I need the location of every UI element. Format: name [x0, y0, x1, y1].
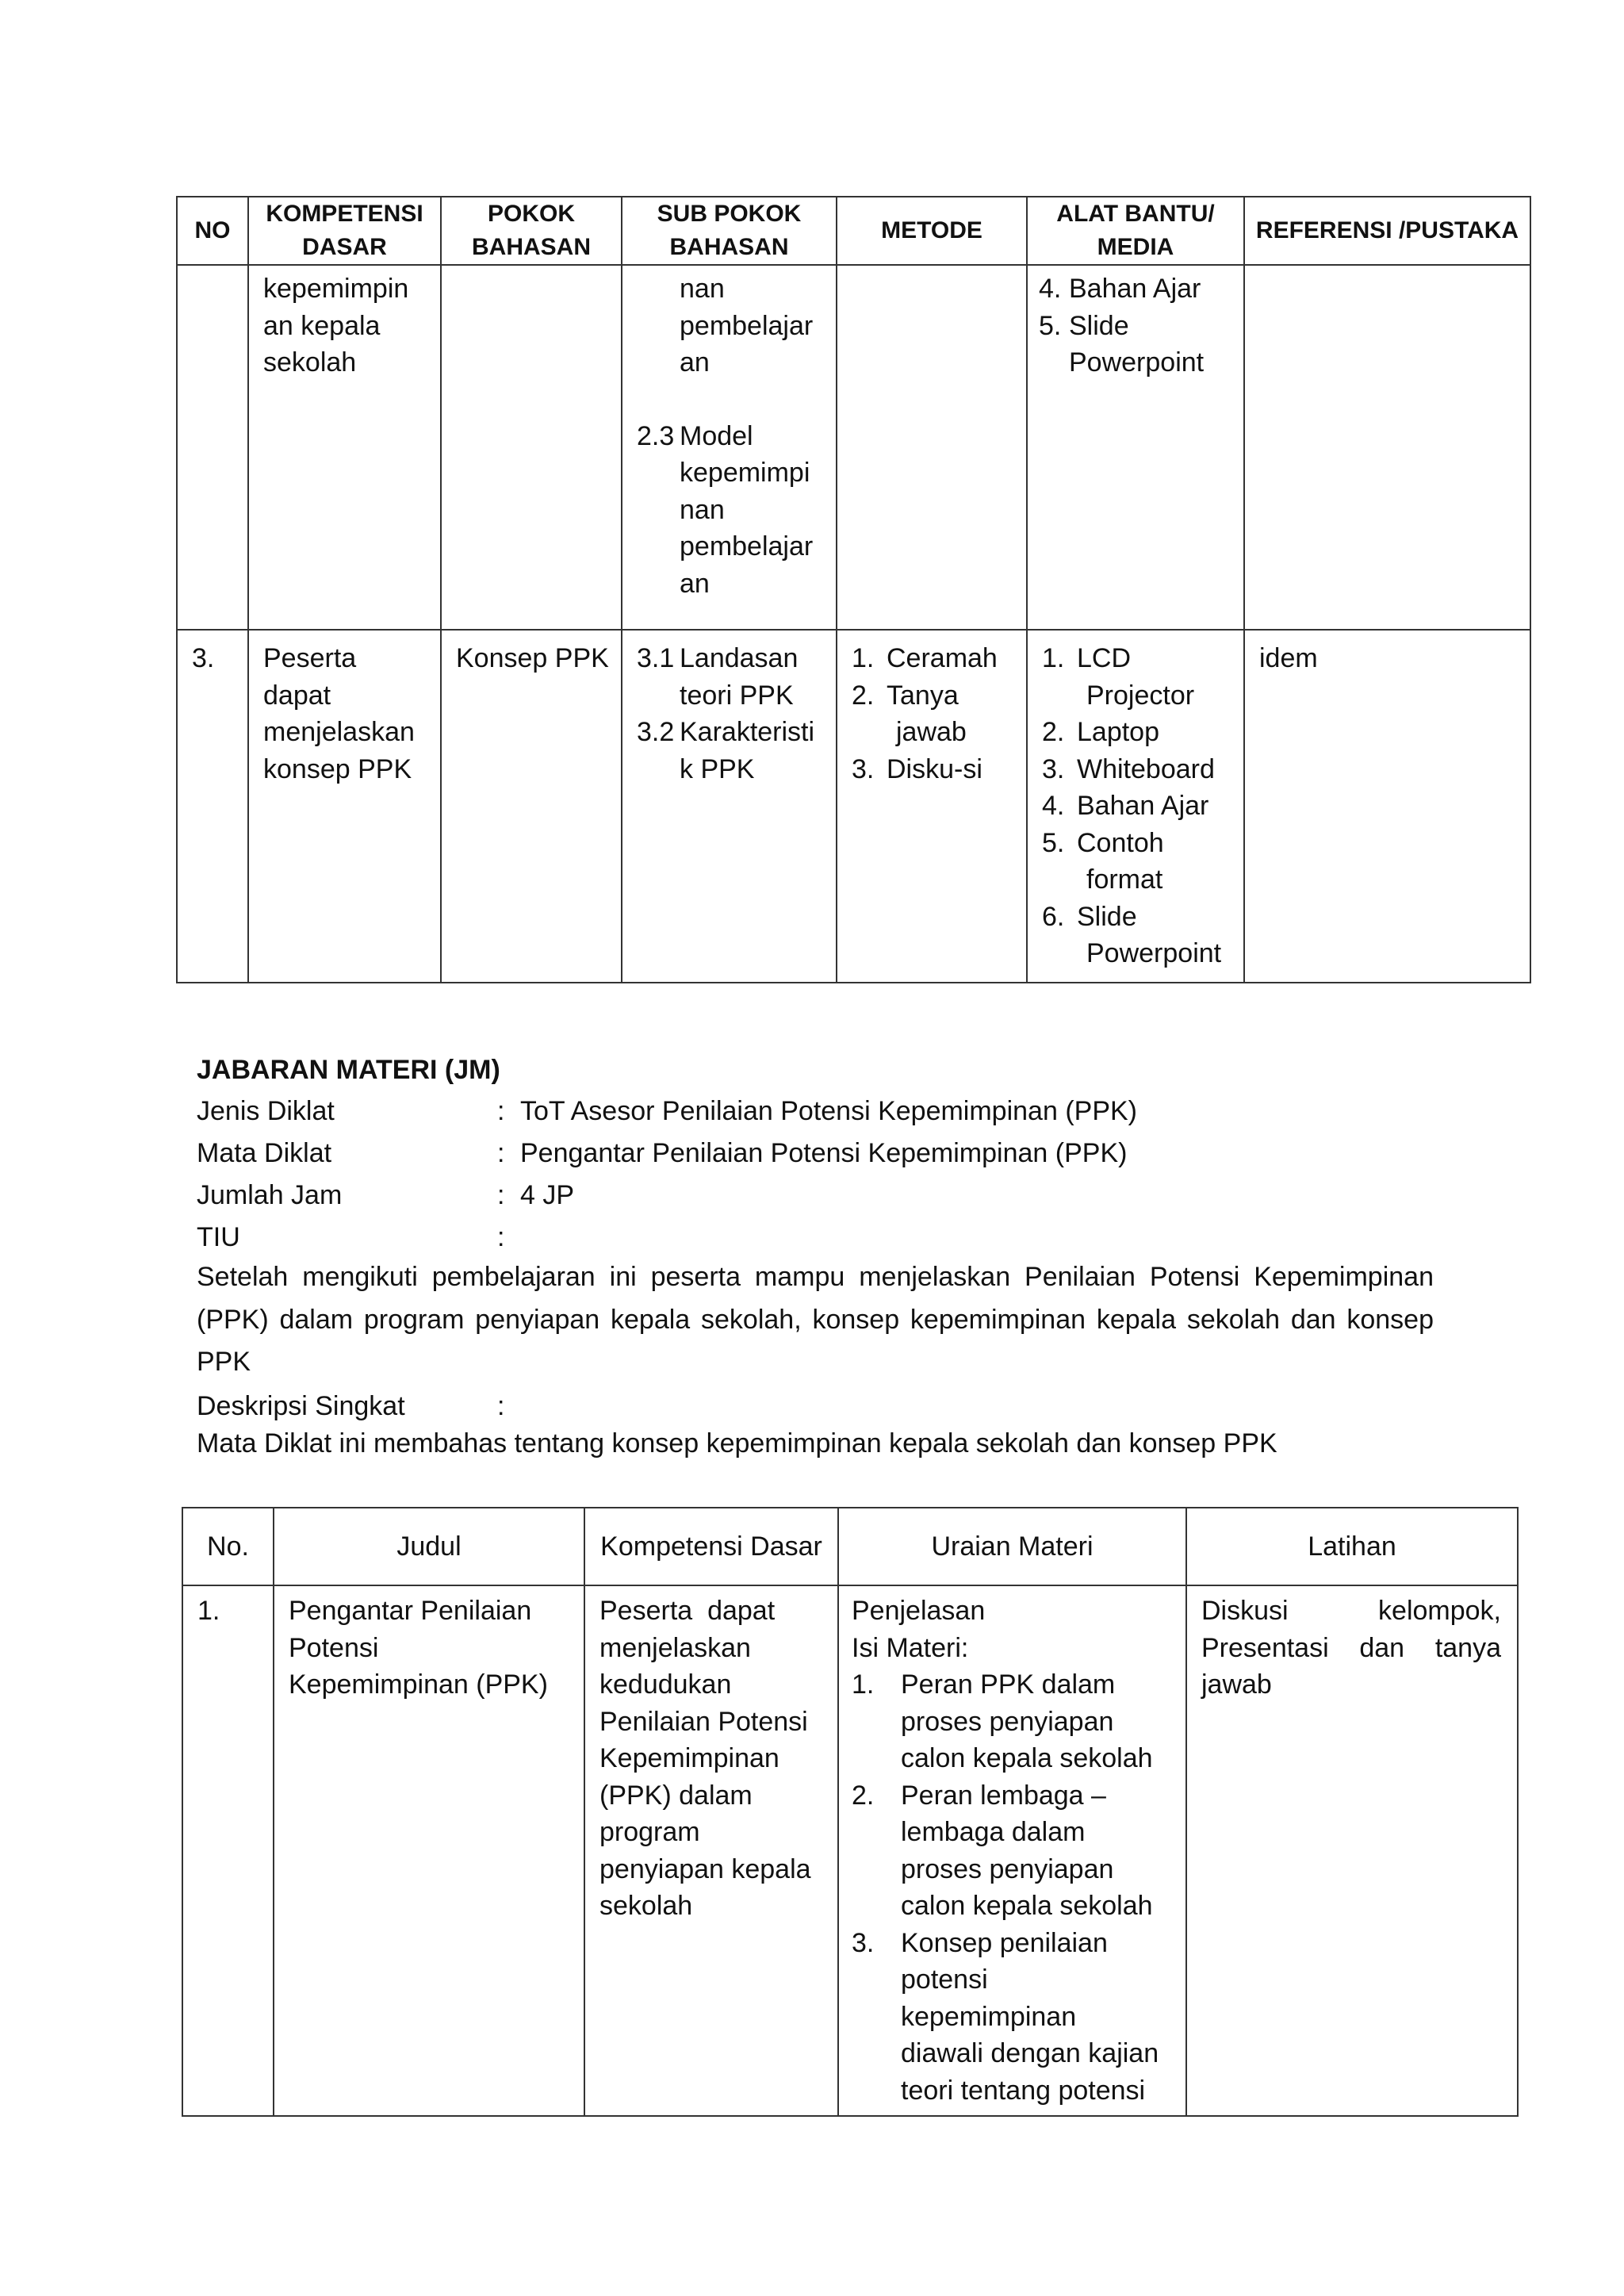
cell-pokok: Konsep PPK [441, 630, 622, 983]
text-line: jawab [896, 717, 967, 747]
text-line: Presentasi dan tanya [1201, 1632, 1501, 1663]
list-item [1042, 751, 1232, 788]
text-line: calon kepala sekolah [901, 1743, 1153, 1773]
colon: : [497, 1222, 505, 1252]
text-line: kepemimpi [680, 458, 810, 488]
list-number: 3.1 [637, 643, 675, 673]
cell-kompetensi [248, 265, 441, 630]
text-line: Laptop [1077, 717, 1159, 747]
list-number: 3. [1042, 753, 1065, 784]
list-item [852, 1925, 1174, 2110]
section-title: JABARAN MATERI (JM) [197, 1055, 500, 1085]
competency-table [176, 196, 1531, 983]
list-item [852, 1666, 1174, 1777]
text-line: lembaga dalam [901, 1817, 1086, 1847]
text-line: kepemimpin [263, 274, 409, 304]
table-header-row [182, 1508, 1518, 1585]
text-line: (PPK) dalam [599, 1780, 753, 1811]
cell-sub-pokok [622, 630, 837, 983]
text-line: Powerpoint [1086, 938, 1222, 968]
text-line: Bahan Ajar [1069, 274, 1201, 304]
list-number: 6. [1042, 901, 1065, 932]
text-line: Konsep penilaian [901, 1927, 1108, 1958]
colon: : [497, 1391, 505, 1421]
list-item [1042, 899, 1232, 972]
cell-no: 3. [177, 630, 248, 983]
header-uraian-materi: Uraian Materi [838, 1508, 1186, 1585]
list-item [637, 714, 825, 788]
header-referensi-pustaka: REFERENSI /PUSTAKA [1244, 197, 1530, 265]
text-line: menjelaskan [263, 717, 415, 747]
text-line: teori tentang potensi [901, 2075, 1146, 2106]
text-line: an kepala [263, 310, 381, 341]
jumlah-jam-label: Jumlah Jam [197, 1180, 343, 1210]
cell-metode [837, 265, 1027, 630]
list-item [637, 418, 825, 603]
text-line: jawab [1201, 1669, 1272, 1700]
colon: : [497, 1180, 505, 1210]
cell-referensi [1244, 265, 1530, 630]
text-line: sekolah [263, 347, 357, 378]
list-item [637, 640, 825, 714]
text-line: Whiteboard [1077, 753, 1215, 784]
table-header-row [177, 197, 1530, 265]
jenis-diklat-label: Jenis Diklat [197, 1096, 335, 1126]
text-line: Landasan [680, 643, 799, 673]
header-kompetensi-dasar: KOMPETENSI DASAR [248, 197, 441, 265]
text-line: Peserta [263, 643, 357, 673]
text-line: sekolah [599, 1891, 693, 1921]
list-number: 4. [1039, 274, 1062, 304]
list-number: 2. [852, 680, 875, 711]
cell-uraian [838, 1585, 1186, 2116]
text-line: Slide [1069, 310, 1129, 341]
list-number: 3.2 [637, 717, 675, 747]
text-line: Bahan Ajar [1077, 791, 1209, 821]
text-line: Model [680, 420, 753, 451]
list-number: 2. [852, 1780, 875, 1811]
list-item [1039, 270, 1232, 308]
list-item [852, 751, 1015, 788]
mata-diklat-value: Pengantar Penilaian Potensi Kepemimpinan (PPK) [520, 1138, 1128, 1168]
list-item [1042, 714, 1232, 751]
text-line: Isi Materi: [852, 1632, 969, 1663]
jenis-diklat-value: ToT Asesor Penilaian Potensi Kepemimpinan (PPK) [520, 1096, 1137, 1126]
list-number: 5. [1042, 827, 1065, 858]
text-line: Penilaian Potensi [599, 1706, 808, 1737]
text-line: Potensi [289, 1632, 379, 1663]
list-item [1042, 640, 1232, 714]
list-number: 2.3 [637, 420, 675, 451]
text-line: Peran PPK dalam [901, 1669, 1116, 1700]
list-number: 3. [852, 1927, 875, 1958]
text-line: Kepemimpinan (PPK) [289, 1669, 548, 1700]
cell-kompetensi [248, 630, 441, 983]
text-line: an [680, 347, 710, 378]
list-item [1042, 825, 1232, 899]
text-line: pembelajar [680, 310, 814, 341]
header-no: No. [182, 1508, 274, 1585]
table-row [182, 1585, 1518, 2116]
list-item [1042, 788, 1232, 825]
materi-table [182, 1507, 1519, 2117]
text-line: format [1086, 864, 1163, 895]
text-line: Penjelasan [852, 1596, 986, 1626]
text-line: pembelajar [680, 531, 814, 562]
header-metode: METODE [837, 197, 1027, 265]
text-line: Tanya [887, 680, 959, 711]
cell-kompetensi [584, 1585, 838, 2116]
table-row [177, 265, 1530, 630]
jumlah-jam-value: 4 JP [520, 1180, 575, 1210]
deskripsi-text: Mata Diklat ini membahas tentang konsep kepemimpinan kepala sekolah dan konsep PPK [197, 1428, 1277, 1458]
cell-pokok [441, 265, 622, 630]
cell-referensi: idem [1244, 630, 1530, 983]
text-line: Peserta dapat [599, 1596, 776, 1626]
header-latihan: Latihan [1186, 1508, 1518, 1585]
header-kompetensi-dasar: Kompetensi Dasar [584, 1508, 838, 1585]
text-line: program [599, 1817, 700, 1847]
colon: : [497, 1138, 505, 1168]
list-number: 1. [852, 1669, 875, 1700]
cell-sub-pokok [622, 265, 837, 630]
text-line: kepemimpinan [901, 2001, 1077, 2032]
text-line: an [680, 568, 710, 599]
header-sub-pokok-bahasan: SUB POKOK BAHASAN [622, 197, 837, 265]
tiu-label: TIU [197, 1222, 240, 1252]
text-line: Disku-si [887, 753, 982, 784]
text-line: menjelaskan [599, 1632, 751, 1663]
header-pokok-bahasan: POKOK BAHASAN [441, 197, 622, 265]
table-row [177, 630, 1530, 983]
text-line: proses penyiapan [901, 1706, 1114, 1737]
text-line: proses penyiapan [901, 1853, 1114, 1884]
mata-diklat-label: Mata Diklat [197, 1138, 332, 1168]
list-number: 3. [852, 753, 875, 784]
text-line: k PPK [680, 753, 755, 784]
text-line: konsep PPK [263, 753, 412, 784]
list-number: 1. [1042, 643, 1065, 673]
list-item [1039, 308, 1232, 381]
header-no: NO [177, 197, 248, 265]
text-line: diawali dengan kajian [901, 2038, 1159, 2068]
list-item [852, 640, 1015, 677]
text-line: Kepemimpinan [599, 1743, 779, 1773]
text-line: LCD [1077, 643, 1132, 673]
list-item [852, 677, 1015, 751]
text-line: teori PPK [680, 680, 794, 711]
text-line: nan [680, 274, 725, 304]
cell-latihan [1186, 1585, 1518, 2116]
text-line: Slide [1077, 901, 1137, 932]
text-line: Powerpoint [1069, 347, 1205, 378]
list-number: 5. [1039, 310, 1062, 341]
cell-judul [274, 1585, 584, 2116]
header-alat-bantu-media: ALAT BANTU/ MEDIA [1027, 197, 1244, 265]
text-line: calon kepala sekolah [901, 1891, 1153, 1921]
cell-alat [1027, 630, 1244, 983]
text-line: Contoh [1077, 827, 1164, 858]
text-line: penyiapan kepala [599, 1853, 811, 1884]
header-judul: Judul [274, 1508, 584, 1585]
text-line: Pengantar Penilaian [289, 1596, 532, 1626]
text-line: Ceramah [887, 643, 998, 673]
list-number: 2. [1042, 717, 1065, 747]
text-line: Karakteristi [680, 717, 815, 747]
colon: : [497, 1096, 505, 1126]
text-line: kedudukan [599, 1669, 732, 1700]
list-number: 4. [1042, 791, 1065, 821]
text-line: dapat [263, 680, 331, 711]
text-line: nan [680, 494, 725, 525]
tiu-text: Setelah mengikuti pembelajaran ini peserta mampu menjelaskan Penilaian Potensi Kepemimpinan (PPK) dalam program penyiapan kepala sekolah, konsep kepemimpinan kepala sekolah dan konsep PPK [197, 1262, 1434, 1377]
list-number: 1. [852, 643, 875, 673]
text-line: Peran lembaga – [901, 1780, 1106, 1811]
text-line: Projector [1086, 680, 1195, 711]
cell-no: 1. [182, 1585, 274, 2116]
deskripsi-label: Deskripsi Singkat [197, 1391, 405, 1421]
list-item [852, 1777, 1174, 1925]
text-line: Diskusi kelompok, [1201, 1596, 1501, 1626]
cell-no [177, 265, 248, 630]
cell-metode [837, 630, 1027, 983]
cell-alat [1027, 265, 1244, 630]
text-line: potensi [901, 1964, 988, 1995]
